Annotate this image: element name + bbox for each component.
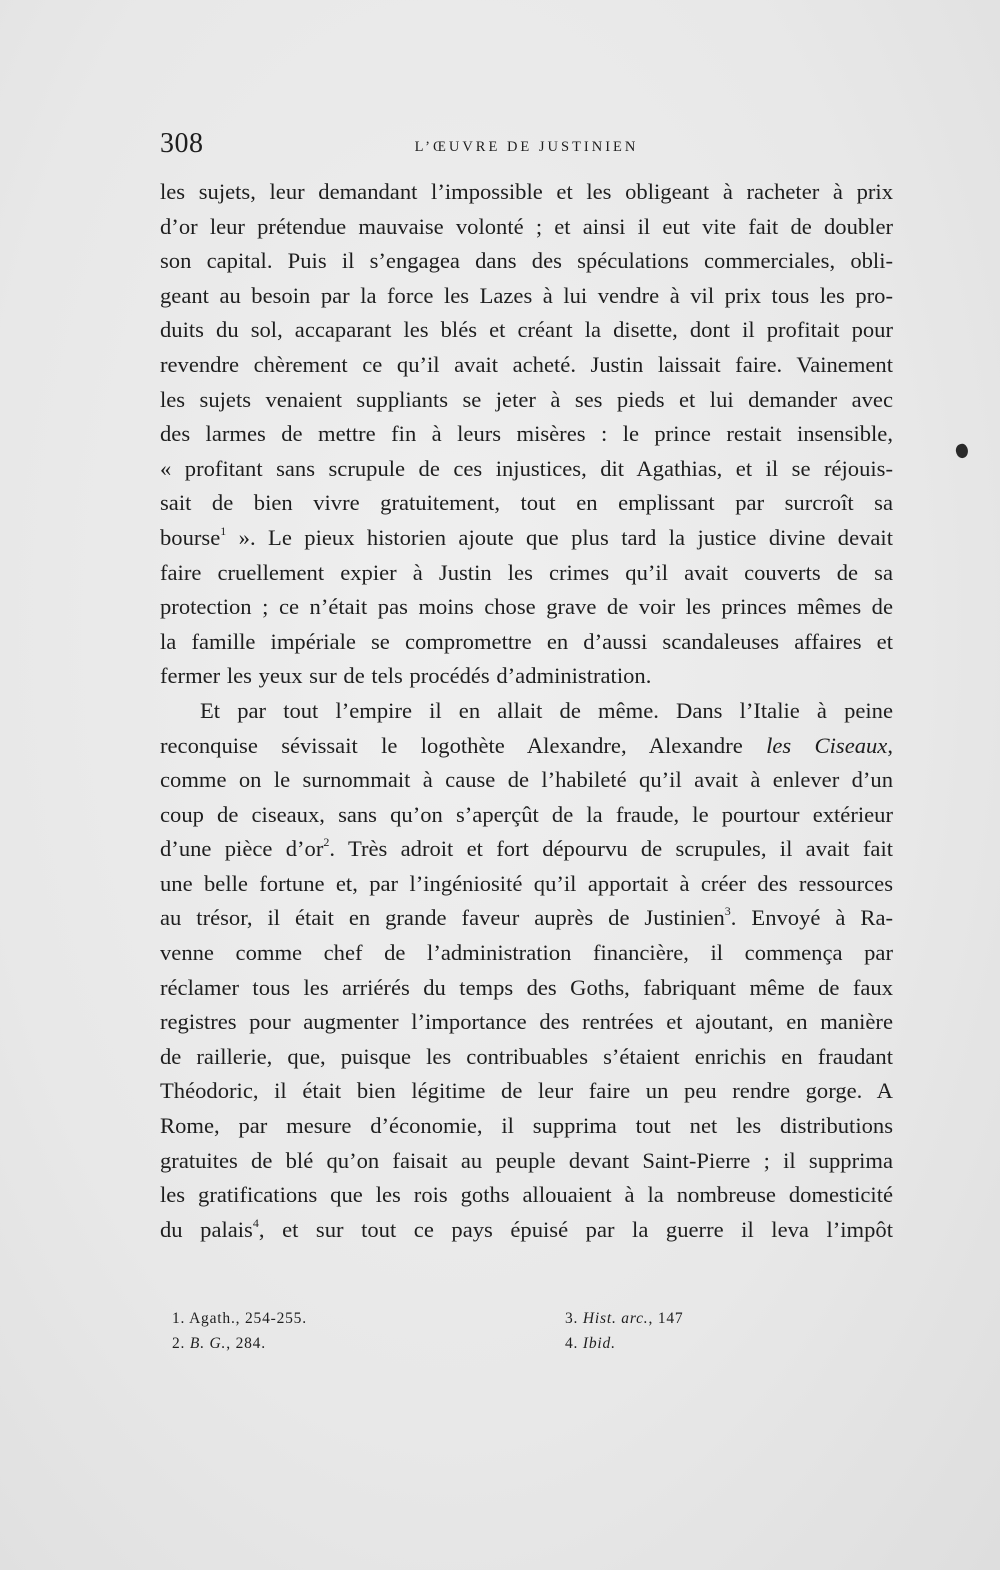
text-run: protection ; ce n’était pas moins chose grave de voir les princes mêmes de (160, 594, 893, 620)
italic-run: les Ciseaux (766, 732, 888, 758)
ink-blot (954, 442, 970, 459)
text-line (160, 244, 893, 279)
text-line (160, 763, 893, 798)
text-run: la famille impériale se compromettre en d’aussi scandaleuses affaires et (160, 628, 893, 654)
text-line (160, 175, 893, 210)
footnote-text: , 147 (648, 1310, 684, 1327)
body-text (160, 175, 893, 1247)
text-run: . Envoyé à Ra- (730, 905, 893, 931)
text-line (160, 1144, 893, 1179)
text-run: d’une pièce d’or (160, 836, 324, 862)
text-run: d’or leur prétendue mauvaise volonté ; et ainsi il eut vite fait de doubler (160, 213, 893, 239)
footnote-reference[interactable]: 1 (220, 523, 227, 538)
page-header (160, 128, 893, 168)
text-line (160, 452, 893, 487)
text-run: duits du sol, accaparant les blés et créant la disette, dont il profitait pour (160, 317, 893, 343)
text-run: ». Le pieux historien ajoute que plus tard la justice divine devait (226, 524, 893, 550)
text-line (160, 521, 893, 556)
text-line (160, 1074, 893, 1109)
text-run: reconquise sévissait le logothète Alexandre, Alexandre (160, 732, 767, 758)
text-line (160, 659, 893, 694)
text-run: les sujets venaient suppliants se jeter à ses pieds et lui demander avec (160, 386, 893, 412)
text-run: des larmes de mettre fin à leurs misères : le prince restait insensible, (160, 421, 893, 447)
text-line (160, 556, 893, 591)
footnote-italic: B. G. (189, 1335, 227, 1352)
text-line (160, 1109, 893, 1144)
footnote (565, 1306, 683, 1331)
text-line (160, 486, 893, 521)
text-line (160, 1178, 893, 1213)
footnote-number: 3. (565, 1310, 579, 1327)
text-run: . Très adroit et fort dépourvu de scrupules, il avait fait (329, 836, 893, 862)
text-line (160, 694, 893, 729)
text-run: revendre chèrement ce qu’il avait acheté. Justin laissait faire. Vainement (160, 351, 893, 377)
text-run: « profitant sans scrupule de ces injustices, dit Agathias, et il se réjouis- (160, 455, 893, 481)
footnote-reference[interactable]: 3 (724, 904, 731, 919)
footnote-number: 1. (172, 1310, 186, 1327)
text-line (160, 729, 893, 764)
text-run: sait de bien vivre gratuitement, tout en emplissant par surcroît sa (160, 490, 893, 516)
text-run: faire cruellement expier à Justin les crimes qu’il avait couverts de sa (160, 559, 893, 585)
text-line (160, 971, 893, 1006)
text-line (160, 1213, 893, 1248)
text-line (160, 1005, 893, 1040)
footnote-italic: Hist. arc. (582, 1310, 649, 1327)
footnotes-right-column (565, 1306, 683, 1356)
footnote-text: , 284. (226, 1335, 266, 1352)
text-run: , et sur tout ce pays épuisé par la guerre il leva l’impôt (258, 1216, 893, 1242)
text-line (160, 279, 893, 314)
text-line (160, 348, 893, 383)
footnote-reference[interactable]: 2 (323, 835, 330, 850)
text-run: les gratifications que les rois goths allouaient à la nombreuse domesticité (160, 1182, 893, 1208)
page-number: 308 (160, 128, 204, 159)
text-run: de raillerie, que, puisque les contribuables s’étaient enrichis en fraudant (160, 1043, 893, 1069)
text-line (160, 383, 893, 418)
text-run: du palais (160, 1216, 253, 1242)
footnote-reference[interactable]: 4 (252, 1215, 259, 1230)
text-run: une belle fortune et, par l’ingéniosité qu’il apportait à créer des ressources (160, 870, 893, 896)
footnote-number: 2. (172, 1335, 186, 1352)
text-run: registres pour augmenter l’importance des rentrées et ajoutant, en manière (160, 1009, 893, 1035)
text-run: gratuites de blé qu’on faisait au peuple devant Saint-Pierre ; il supprima (160, 1147, 893, 1173)
text-line (160, 936, 893, 971)
text-run: fermer les yeux sur de tels procédés d’administration. (160, 663, 652, 689)
text-line (160, 625, 893, 660)
text-line (160, 417, 893, 452)
text-line (160, 867, 893, 902)
text-line (160, 798, 893, 833)
footnotes-left-column (172, 1306, 307, 1356)
text-run: coup de ciseaux, sans qu’on s’aperçût de la fraude, le pourtour extérieur (160, 801, 893, 827)
text-run: , (887, 732, 893, 758)
text-run: réclamer tous les arriérés du temps des Goths, fabriquant même de faux (160, 974, 893, 1000)
text-line (160, 313, 893, 348)
running-title: L’ŒUVRE DE JUSTINIEN (414, 139, 639, 155)
text-line (160, 590, 893, 625)
text-run: Rome, par mesure d’économie, il supprima tout net les distributions (160, 1113, 893, 1139)
text-line (160, 210, 893, 245)
footnote (172, 1306, 307, 1331)
footnote-number: 4. (565, 1335, 579, 1352)
text-run: Théodoric, il était bien légitime de leur faire un peu rendre gorge. A (160, 1078, 893, 1104)
text-line (160, 901, 893, 936)
text-run: les sujets, leur demandant l’impossible et les obligeant à racheter à prix (160, 179, 893, 204)
footnote (172, 1331, 307, 1356)
text-run: comme on le surnommait à cause de l’habileté qu’il avait à enlever d’un (160, 767, 893, 793)
text-run: geant au besoin par la force les Lazes à lui vendre à vil prix tous les pro- (160, 282, 893, 308)
text-run: bourse (160, 524, 221, 550)
text-run: venne comme chef de l’administration financière, il commença par (160, 940, 893, 966)
text-run: son capital. Puis il s’engagea dans des spéculations commerciales, obli- (160, 248, 893, 274)
text-run: au trésor, il était en grande faveur auprès de Justinien (160, 905, 725, 931)
footnote-italic: Ibid. (582, 1335, 616, 1352)
text-line (160, 832, 893, 867)
text-run: Et par tout l’empire il en allait de même. Dans l’Italie à peine (200, 697, 893, 723)
footnote-text: Agath., 254-255. (189, 1310, 307, 1327)
footnote (565, 1331, 683, 1356)
text-line (160, 1040, 893, 1075)
